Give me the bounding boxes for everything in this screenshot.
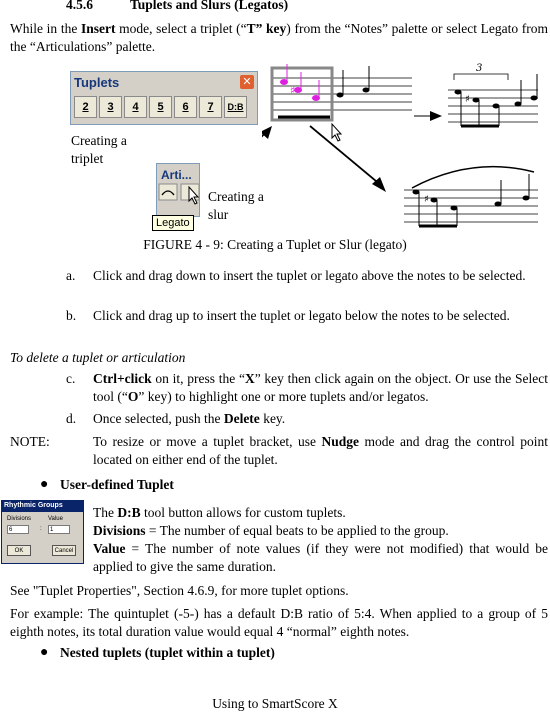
legato-tooltip: Legato [152, 215, 194, 231]
source-staff [272, 64, 412, 141]
notation-figure [262, 60, 550, 230]
triplet-number: 3 [476, 63, 483, 74]
tuplet-button-3[interactable]: 3 [99, 96, 122, 118]
tuplet-button-5[interactable]: 5 [149, 96, 172, 118]
label-creating-triplet: Creating a triplet [71, 133, 127, 166]
page-footer: Using to SmartScore X [212, 696, 338, 711]
bullet-user-defined-tuplet: ● User-defined Tuplet [40, 477, 174, 492]
close-icon[interactable]: ✕ [240, 75, 254, 89]
list-item-b: b. Click and drag up to insert the tuplet or legato below the notes to be selected. [66, 308, 510, 323]
db-description: The D:B tool button allows for custom tuplets. Divisions = The number of equal beats to be applied to the group. Value = The number of note values (if they were not modified) that would be applied to give the same duration. [93, 505, 548, 574]
delete-heading: To delete a tuplet or articulation [10, 350, 186, 365]
slur-result-staff [404, 167, 538, 226]
label-creating-slur: Creating a slur [208, 189, 264, 222]
rhythmic-groups-dialog: Rhythmic Groups Divisions Value 6 : 1 OK Cancel [1, 500, 84, 564]
tuplet-button-4[interactable]: 4 [124, 96, 147, 118]
tuplet-button-7[interactable]: 7 [199, 96, 222, 118]
svg-text:♯: ♯ [465, 94, 470, 105]
list-item-d: d. Once selected, push the Delete key. [66, 411, 286, 426]
triplet-result-staff [448, 63, 538, 126]
svg-text:♯: ♯ [424, 194, 429, 205]
bullet-nested-tuplets: ● Nested tuplets (tuplet within a tuplet) [40, 645, 275, 660]
section-heading [66, 0, 288, 13]
tuplets-palette-title: Tuplets [74, 75, 120, 90]
list-item-a: a. Click and drag down to insert the tuplet or legato above the notes to be selected. [66, 268, 526, 283]
tuplets-palette [70, 71, 258, 125]
tuplet-buttons [74, 96, 247, 118]
ok-button[interactable]: OK [7, 545, 31, 556]
see-tuplet-properties: See "Tuplet Properties", Section 4.6.9, for more tuplet options. [10, 583, 349, 598]
figure-caption: FIGURE 4 - 9: Creating a Tuplet or Slur (legato) [143, 237, 407, 252]
articulations-palette-title: Arti... [161, 168, 192, 182]
list-item-c: c. Ctrl+click on it, press the “X” key then click again on the object. Or use the Select tool (“O” key) to highlight one or more tuplets and/or legatos. [66, 371, 548, 404]
cancel-button[interactable]: Cancel [52, 545, 76, 556]
mouse-cursor-icon [188, 186, 202, 206]
arrow-to-triplet [414, 111, 442, 121]
arrow-from-slur-label [262, 126, 272, 188]
intro-paragraph: While in the Insert mode, select a triplet (“T” key) from the “Notes” palette or select Legato from the “Articulations” palette. [10, 21, 548, 54]
example-paragraph: For example: The quintuplet (-5-) has a default D:B ratio of 5:4. When applied to a group of 5 eighth notes, its total duration value would equal 4 “normal” eighth notes. [10, 606, 548, 639]
arrow-to-slur [310, 126, 386, 192]
section-title: Tuplets and Slurs (Legatos) [130, 0, 289, 12]
dialog-title-bar: Rhythmic Groups [2, 501, 83, 512]
tuplet-button-db[interactable]: D:B [224, 96, 247, 118]
note-paragraph: NOTE: To resize or move a tuplet bracket, use Nudge mode and drag the control point located on either end of the tuplet. [10, 434, 548, 467]
divisions-field[interactable]: 6 [7, 525, 29, 534]
tuplet-button-2[interactable]: 2 [74, 96, 97, 118]
tuplet-button-6[interactable]: 6 [174, 96, 197, 118]
svg-text:♯: ♯ [290, 84, 296, 97]
value-field[interactable]: 1 [48, 525, 70, 534]
section-number: 4.5.6 [66, 0, 93, 12]
